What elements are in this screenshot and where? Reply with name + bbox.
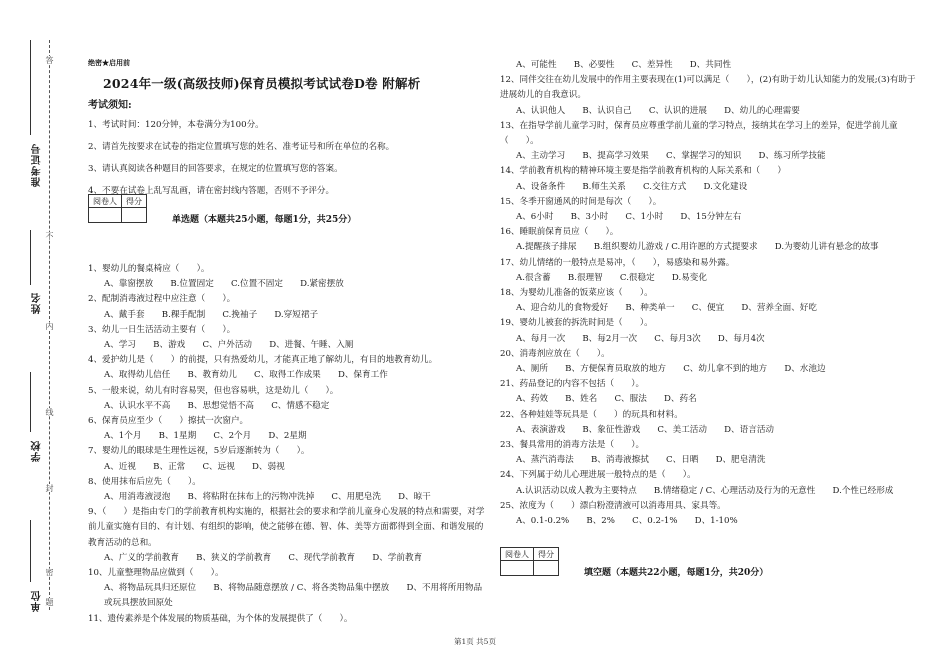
question-options: A、主动学习 B、提高学习效果 C、掌握学习的知识 D、练习所学技能 (516, 151, 826, 162)
binding-mark-6: 密 (45, 568, 54, 576)
label-school: 学校 (32, 440, 43, 462)
binding-mark-2: 不 (45, 232, 54, 240)
notice-item: 2、请首先按要求在试卷的指定位置填写您的姓名、准考证号和所在单位的名称。 (88, 142, 395, 152)
name-line (30, 230, 31, 285)
question-text: 10、儿童整理物品应做到（ ）。 (88, 568, 224, 579)
binding-mark-5: 封 (45, 484, 54, 492)
right-question-column (500, 58, 922, 529)
binding-mark-7: 题 (45, 598, 54, 606)
question-options: A、设备条件 B.师生关系 C.交往方式 D.文化建设 (516, 181, 748, 192)
question-options: A、6小时 B、3小时 C、1小时 D、15分钟左右 (516, 212, 742, 223)
grader-header: 阅卷人 (89, 195, 122, 208)
page-title: 2024年一级(高级技师)保育员模拟考试试卷D卷 附解析 (103, 76, 421, 91)
secret-label: 绝密★启用前 (88, 58, 130, 67)
question-options: A.认识活动以成人教为主要特点 B.情绪稳定 / C、心理活动及行为的无意性 D.个性已经形成 (516, 485, 894, 496)
question-options: A、迎合幼儿的食物爱好 B、种类单一 C、便宜 D、营养全面、好吃 (516, 303, 817, 314)
question-options: A、0.1-0.2% B、2% C、0.2-1% D、1-10% (516, 516, 738, 527)
grader-header: 阅卷人 (501, 548, 534, 561)
question-text: 14、学前教育机构的精神环境主要是指学前教育机构的人际关系和（ ） (500, 166, 786, 177)
binding-mark-3: 内 (45, 322, 54, 330)
question-text: 3、幼儿一日生活活动主要有（ ）。 (88, 324, 236, 335)
score-cell[interactable] (534, 561, 559, 576)
question-options: A、1个月 B、1星期 C、2个月 D、2星期 (104, 431, 307, 442)
grader-cell[interactable] (89, 208, 122, 223)
question-text: 25、浓度为（ ）漂白粉澄清液可以消毒用具、家具等。 (500, 500, 726, 511)
question-options: A、每月一次 B、每2月一次 C、每月3次 D、每月4次 (516, 333, 765, 344)
question-options: A、学习 B、游戏 C、户外活动 D、进餐、午睡、入厕 (104, 340, 354, 351)
question-text: 24、下列属于幼儿心理进展一般特点的是（ ）。 (500, 470, 696, 481)
question-text: 9、（ ）是指由专门的学前教育机构实施的，根据社会的要求和学前儿童身心发展的特点和需要，对学前儿童实施有目的、有计划、有组织的影响，使之能够在德、智、体、美等方面都得到全面、和谐发展的教育活动的总和。 (88, 507, 485, 548)
question-text: 22、各种娃娃等玩具是（ ）的玩具和材料。 (500, 409, 683, 420)
question-options: A、药效 B、姓名 C、服法 D、药名 (516, 394, 697, 405)
grader-cell[interactable] (501, 561, 534, 576)
question-text: 18、为婴幼儿准备的饭菜应该（ ）。 (500, 288, 653, 299)
score-cell[interactable] (122, 208, 147, 223)
question-options: A、近视 B、正常 C、远视 D、弱视 (104, 461, 285, 472)
question-options: A、靠窗摆放 B.位置固定 C.位置不固定 D.紧密摆放 (104, 279, 344, 290)
notice-item: 3、请认真阅读各种题目的回答要求，在规定的位置填写您的答案。 (88, 164, 343, 174)
question-options: A、广义的学前教育 B、狭义的学前教育 C、现代学前教育 D、学前教育 (104, 552, 423, 563)
question-text: 4、爱护幼儿是（ ）的前提，只有热爱幼儿，才能真正地了解幼儿，有目的地教育幼儿。 (88, 355, 438, 366)
label-unit: 单位 (32, 590, 43, 612)
question-options: A、可能性 B、必要性 C、差异性 D、共同性 (516, 60, 732, 70)
question-options: A、表演游戏 B、象征性游戏 C、美工活动 D、语言活动 (516, 424, 775, 435)
question-options: A、用消毒液浸泡 B、将粘附在抹布上的污物冲洗掉 C、用肥皂洗 D、晾干 (104, 492, 431, 503)
label-name: 姓名 (32, 292, 43, 314)
unit-line (30, 520, 31, 582)
question-text: 21、药品登记的内容不包括（ ）。 (500, 379, 645, 390)
notice-list (88, 114, 488, 202)
section1-title: 单选题（本题共25小题，每题1分，共25分） (172, 215, 357, 225)
score-box-1 (88, 194, 147, 223)
notice-item: 4、不要在试卷上乱写乱画，请在密封线内答题，否则不予评分。 (88, 186, 335, 196)
page-footer: 第1页 共5页 (454, 637, 496, 646)
question-options: A、认识水平不高 B、思想觉悟不高 C、情感不稳定 (104, 400, 330, 411)
question-text: 1、婴幼儿的餐桌椅应（ ）。 (88, 264, 210, 274)
question-text: 19、婴幼儿被套的拆洗时间是（ ）。 (500, 318, 653, 329)
question-options: A.提醒孩子排尿 B.组织婴幼儿游戏 / C.用许愿的方式提要求 D.为婴幼儿讲有悬念的故事 (516, 242, 879, 253)
left-question-column (88, 262, 488, 627)
question-text: 16、睡眠前保育员应（ ）。 (500, 227, 619, 238)
binding-mark-1: 答 (45, 56, 54, 64)
binding-mark-4: 线 (45, 408, 54, 416)
question-options: A.很含蓄 B.很理智 C.很稳定 D.易变化 (516, 272, 707, 283)
score-header: 得分 (122, 195, 147, 208)
school-line (30, 372, 31, 432)
question-text: 13、在指导学前儿童学习时，保育员应尊重学前儿童的学习特点，接纳其在学习上的差异，促进学前儿童（ ）。 (500, 120, 898, 147)
score-box-2 (500, 547, 559, 576)
question-options: A、戴手套 B.稞手配制 C.挽袖子 D.穿短裙子 (104, 309, 319, 320)
question-text: 15、冬季开窗通风的时间是每次（ ）。 (500, 196, 662, 207)
question-options: A、取得幼儿信任 B、教育幼儿 C、取得工作成果 D、保育工作 (104, 370, 388, 381)
question-text: 6、保育员应至少（ ）擦拭一次窗户。 (88, 416, 249, 427)
question-text: 12、同伴交往在幼儿发展中的作用主要表现在(1)可以满足（ ），(2)有助于幼儿认知能力的发展;(3)有助于进展幼儿的自我意识。 (500, 75, 916, 101)
score-header: 得分 (534, 548, 559, 561)
exam-number-line (30, 40, 31, 135)
question-options: A、厕所 B、方便保育员取放的地方 C、幼儿拿不到的地方 D、水池边 (516, 364, 826, 375)
notice-heading: 考试须知: (88, 100, 132, 111)
question-options: A、认识他人 B、认识自己 C、认识的进展 D、幼儿的心理需要 (516, 105, 800, 116)
question-text: 20、消毒剂应放在（ ）。 (500, 348, 610, 359)
question-text: 7、婴幼儿的眼球是生理性远视，5岁后逐渐转为（ ）。 (88, 446, 310, 457)
section2-title: 填空题（本题共22小题，每题1分，共20分） (584, 568, 769, 578)
question-text: 5、一般来说，幼儿有时容易哭，但也容易哄，这是幼儿（ ）。 (88, 385, 339, 396)
question-options: A、蒸汽消毒法 B、消毒液擦拭 C、日晒 D、肥皂清洗 (516, 455, 766, 466)
question-options: A、将物品玩具归还原位 B、将物品随意摆放 / C、将各类物品集中摆放 D、不用将所用物品或玩具摆放回原处 (104, 583, 483, 609)
label-exam-number: 准考证号 (32, 143, 43, 187)
question-text: 17、幼儿情绪的一般特点是易冲，（ ），易感染和易外露。 (500, 257, 735, 268)
question-text: 23、餐具常用的消毒方法是（ ）。 (500, 440, 645, 451)
question-text: 2、配制消毒液过程中应注意（ ）。 (88, 294, 236, 305)
notice-item: 1、考试时间：120分钟，本卷满分为100分。 (88, 120, 264, 130)
question-text: 11、遗传素养是个体发展的物质基础，为个体的发展提供了（ ）。 (88, 613, 353, 624)
binding-margin (0, 0, 70, 671)
question-text: 8、使用抹布后应先（ ）。 (88, 476, 201, 487)
